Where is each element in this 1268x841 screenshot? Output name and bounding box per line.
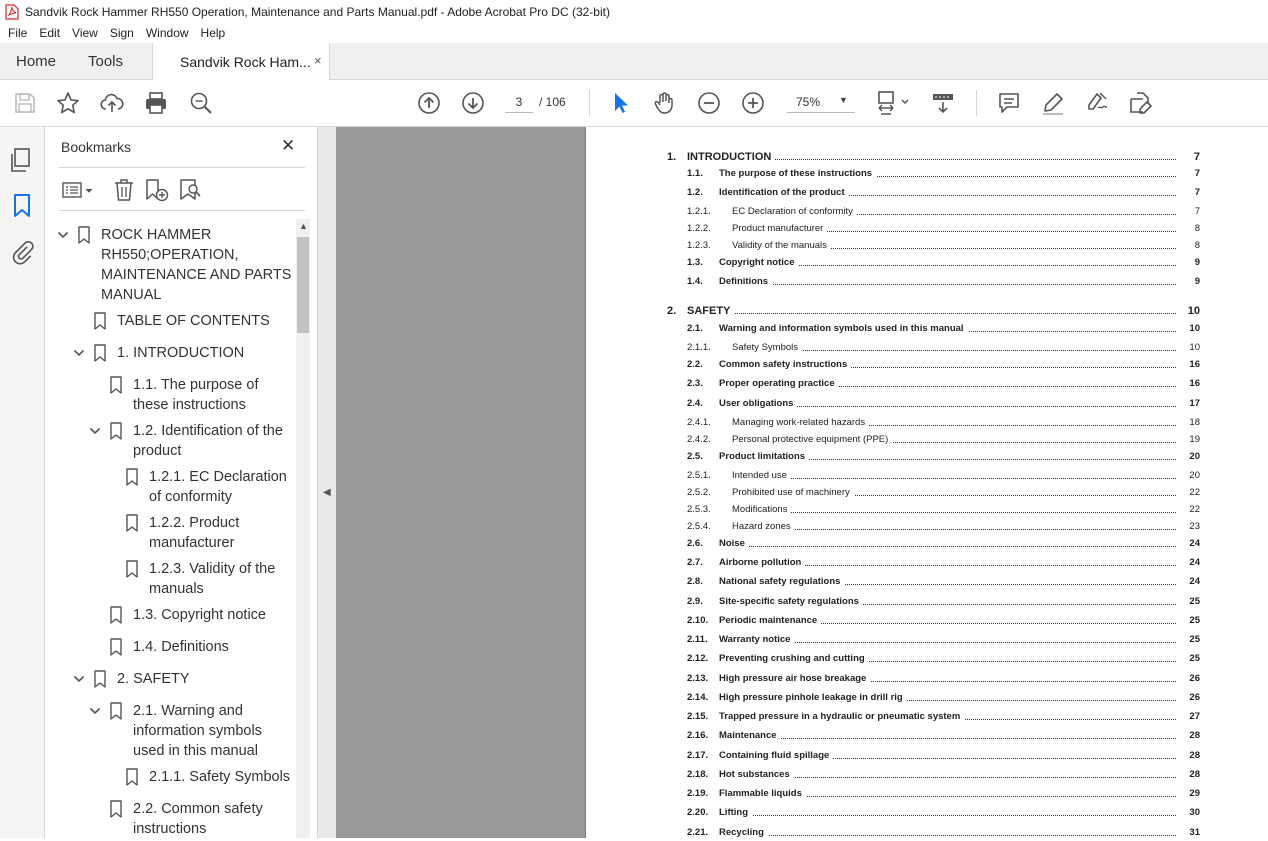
toc-entry[interactable] (586, 398, 1226, 412)
bookmark-label: 1.2.3. Validity of the (149, 561, 276, 577)
toc-entry-title: SAFETY (687, 305, 734, 317)
chevron-down-icon[interactable] (73, 343, 85, 363)
draw-pen-icon[interactable] (1085, 91, 1109, 115)
toc-entry-page: 20 (1189, 451, 1200, 462)
page-thumbnails-icon[interactable] (10, 147, 34, 173)
toc-entry-title: Prohibited use of machinery (732, 487, 854, 498)
highlight-pen-icon[interactable] (1041, 91, 1065, 115)
bookmark-icon (110, 376, 122, 394)
toc-entry-number: 2.9. (687, 596, 703, 607)
toc-entry[interactable] (586, 673, 1226, 687)
toc-entry-number: 2.4. (687, 398, 703, 409)
tab-close-icon[interactable]: × (314, 53, 322, 68)
bookmark-label: manufacturer (149, 535, 235, 551)
bookmark-icon (94, 344, 106, 362)
page-total: / 106 (539, 95, 566, 109)
toc-entry-number: 1.2.3. (687, 240, 711, 251)
toc-entry[interactable] (586, 323, 1226, 337)
toc-entry-title: Product manufacturer (732, 223, 827, 234)
toc-entry-number: 2.5.4. (687, 521, 711, 532)
toc-entry-title: Maintenance (719, 730, 781, 741)
toc-entry[interactable] (586, 342, 1226, 356)
bookmarks-title: Bookmarks (61, 139, 132, 155)
bookmark-icon (110, 702, 122, 720)
menu-file[interactable]: File (8, 26, 28, 40)
toc-entry-page: 7 (1193, 151, 1200, 163)
toc-entry-page: 16 (1189, 359, 1200, 370)
toc-leader-dots (687, 305, 1176, 314)
toc-entry-title: Preventing crushing and cutting (719, 653, 869, 664)
comment-icon[interactable] (997, 91, 1021, 115)
toc-entry-page: 25 (1189, 653, 1200, 664)
toc-entry-number: 2.2. (687, 359, 703, 370)
toc-entry[interactable] (586, 487, 1226, 501)
menu-sign[interactable]: Sign (109, 26, 134, 40)
panel-collapse-strip[interactable] (318, 127, 336, 838)
toc-entry[interactable] (586, 634, 1226, 648)
toc-entry-number: 1.2.2. (687, 223, 711, 234)
toc-entry[interactable] (586, 206, 1226, 220)
toc-entry-number: 2.7. (687, 557, 703, 568)
toc-leader-dots (732, 504, 1176, 513)
bookmark-label: 2. SAFETY (117, 671, 190, 687)
toc-entry-page: 10 (1187, 305, 1200, 317)
bookmark-item[interactable] (45, 467, 296, 507)
toc-entry-page: 23 (1189, 521, 1200, 532)
toc-entry-title: Site-specific safety regulations (719, 596, 863, 607)
toc-entry-title: High pressure pinhole leakage in drill rig (719, 692, 907, 703)
tab-home[interactable]: Home (16, 53, 57, 70)
chevron-down-icon: ▼ (839, 95, 848, 105)
toc-entry[interactable] (586, 769, 1226, 783)
toc-entry[interactable] (586, 434, 1226, 448)
menu-help[interactable]: Help (200, 26, 226, 40)
toc-entry-page: 7 (1194, 168, 1200, 179)
toc-entry-title: Containing fluid spillage (719, 750, 833, 761)
toc-entry-number: 2.16. (687, 730, 709, 741)
cloud-upload-icon[interactable] (100, 91, 124, 115)
bookmarks-panel-icon[interactable] (10, 193, 34, 219)
toc-entry-page: 8 (1194, 240, 1200, 251)
acrobat-pdf-icon (5, 4, 19, 20)
toc-entry-number: 2.15. (687, 711, 709, 722)
toc-entry-number: 2.5.2. (687, 487, 711, 498)
bookmark-item[interactable] (45, 559, 296, 599)
bookmark-label: 1.2.1. EC Declaration (149, 469, 287, 485)
toc-entry-number: 2.18. (687, 769, 709, 780)
chevron-down-icon[interactable] (73, 669, 85, 689)
bookmark-item[interactable] (45, 513, 296, 553)
bookmark-item[interactable] (45, 701, 296, 761)
bookmarks-panel (45, 127, 318, 838)
zoom-value: 75% (796, 95, 821, 109)
toc-entry-number: 2.13. (687, 673, 709, 684)
new-bookmark-icon[interactable] (144, 177, 170, 203)
bookmark-label: 1. INTRODUCTION (117, 345, 245, 361)
bookmark-item[interactable] (45, 311, 296, 331)
bookmarks-tree (45, 219, 296, 838)
toc-entry[interactable] (586, 276, 1226, 290)
toc-entry-page: 26 (1189, 673, 1200, 684)
toc-entry-page: 7 (1194, 206, 1200, 217)
toc-entry-page: 9 (1194, 276, 1200, 287)
toc-entry[interactable] (586, 557, 1226, 571)
toc-entry-number: 2.6. (687, 538, 703, 549)
toc-entry-number: 1. (667, 151, 677, 163)
toc-entry-number: 1.3. (687, 257, 703, 268)
bookmark-label: 2.1.1. Safety Symbols (149, 769, 291, 785)
toc-entry-number: 1.2.1. (687, 206, 711, 217)
bookmark-icon (94, 670, 106, 688)
toc-entry-title: Proper operating practice (719, 378, 839, 389)
tab-tools[interactable]: Tools (88, 53, 124, 70)
bookmark-item[interactable] (45, 375, 296, 415)
bookmark-label: 1.2.2. Product (149, 515, 240, 531)
bookmark-icon (126, 768, 138, 786)
print-icon[interactable] (144, 91, 168, 115)
toc-entry-title: Personal protective equipment (PPE) (732, 434, 892, 445)
main-toolbar (0, 80, 1268, 127)
toc-entry-number: 1.4. (687, 276, 703, 287)
scrollbar-thumb[interactable] (297, 237, 309, 333)
toc-entry[interactable] (586, 151, 1226, 165)
toc-entry-number: 2.5.3. (687, 504, 711, 515)
bookmark-icon (126, 468, 138, 486)
toc-entry-page: 30 (1189, 807, 1200, 818)
bookmarks-toolbar (59, 175, 305, 205)
bookmark-label: MAINTENANCE AND PARTS (101, 267, 292, 283)
toc-entry[interactable] (586, 692, 1226, 706)
toc-entry-page: 24 (1189, 576, 1200, 587)
toc-entry-page: 26 (1189, 692, 1200, 703)
select-cursor-icon[interactable] (608, 91, 632, 115)
toc-entry[interactable] (586, 788, 1226, 802)
tab-document[interactable] (152, 43, 330, 80)
close-icon[interactable]: ✕ (281, 136, 296, 155)
divider (59, 210, 305, 211)
toc-entry[interactable] (586, 417, 1226, 431)
stamp-edit-icon[interactable] (1129, 91, 1153, 115)
toc-entry-number: 2.4.2. (687, 434, 711, 445)
toc-entry[interactable] (586, 359, 1226, 373)
bookmark-label: these instructions (133, 397, 246, 413)
toc-entry[interactable] (586, 521, 1226, 535)
bookmark-label: MANUAL (101, 287, 162, 303)
toc-leader-dots (732, 521, 1176, 530)
zoom-out-icon[interactable] (697, 91, 721, 115)
toc-entry-title: Validity of the manuals (732, 240, 831, 251)
scroll-mode-icon[interactable] (931, 91, 955, 115)
document-view[interactable] (318, 127, 1268, 838)
bookmark-icon (110, 606, 122, 624)
star-icon[interactable] (56, 91, 80, 115)
toc-entry-title: National safety regulations (719, 576, 844, 587)
bookmark-icon (126, 514, 138, 532)
toc-entry-page: 22 (1189, 487, 1200, 498)
bookmark-label: 1.3. Copyright notice (133, 607, 266, 623)
window-title-bar (0, 0, 1268, 23)
bookmark-label: 2.2. Common safety (133, 801, 263, 817)
find-bookmark-icon[interactable] (178, 177, 204, 203)
toc-entry-title: Noise (719, 538, 749, 549)
chevron-down-icon[interactable] (89, 701, 101, 721)
bookmark-item[interactable] (45, 225, 296, 305)
bookmark-item[interactable] (45, 637, 296, 657)
bookmark-options-icon[interactable] (61, 177, 95, 203)
toc-entry-title: INTRODUCTION (687, 151, 775, 163)
toc-entry-title: The purpose of these instructions (719, 168, 876, 179)
toc-entry-page: 29 (1189, 788, 1200, 799)
toc-entry-page: 31 (1189, 827, 1200, 838)
toc-entry-page: 28 (1189, 769, 1200, 780)
chevron-down-icon[interactable] (57, 225, 69, 245)
toc-entry[interactable] (586, 750, 1226, 764)
toc-entry-page: 28 (1189, 730, 1200, 741)
next-page-icon[interactable] (461, 91, 485, 115)
toc-entry[interactable] (586, 187, 1226, 201)
toc-entry[interactable] (586, 653, 1226, 667)
bookmark-label: product (133, 443, 182, 459)
navigation-rail (0, 127, 45, 838)
bookmark-item[interactable] (45, 421, 296, 461)
toc-entry-page: 17 (1189, 398, 1200, 409)
bookmark-label: information symbols (133, 723, 262, 739)
toc-entry-number: 2.17. (687, 750, 709, 761)
tab-bar (0, 43, 1268, 80)
toc-entry[interactable] (586, 451, 1226, 465)
bookmark-item[interactable] (45, 799, 296, 838)
toc-entry-page: 19 (1189, 434, 1200, 445)
bookmark-item[interactable] (45, 767, 296, 787)
tab-document-label: Sandvik Rock Ham... (180, 54, 311, 70)
zoom-in-icon[interactable] (741, 91, 765, 115)
save-icon[interactable] (13, 91, 37, 115)
toc-entry-page: 10 (1189, 323, 1200, 334)
bookmark-label: 1.2. Identification of the (133, 423, 283, 439)
toc-entry-title: Modifications (732, 504, 791, 515)
toc-entry[interactable] (586, 711, 1226, 725)
toc-entry-page: 25 (1189, 596, 1200, 607)
toc-entry-page: 22 (1189, 504, 1200, 515)
bookmark-label: ROCK HAMMER (101, 227, 212, 243)
chevron-down-icon[interactable] (89, 421, 101, 441)
toc-entry-page: 24 (1189, 557, 1200, 568)
toc-entry[interactable] (586, 504, 1226, 518)
toc-entry-page: 18 (1189, 417, 1200, 428)
toc-entry-page: 9 (1194, 257, 1200, 268)
toolbar-divider (976, 90, 977, 116)
toc-entry-page: 7 (1194, 187, 1200, 198)
toc-entry-number: 2. (667, 305, 677, 317)
toc-entry-page: 27 (1189, 711, 1200, 722)
toc-entry-number: 2.21. (687, 827, 709, 838)
menu-window[interactable]: Window (145, 26, 189, 40)
toc-entry-number: 2.1. (687, 323, 703, 334)
window-title: Sandvik Rock Hammer RH550 Operation, Maintenance and Parts Manual.pdf - Adobe Acrobat Pro DC (32-bit) (25, 4, 610, 19)
bookmark-item[interactable] (45, 605, 296, 625)
toc-entry-title: Trapped pressure in a hydraulic or pneumatic system (719, 711, 964, 722)
toc-entry[interactable] (586, 596, 1226, 610)
toc-entry-page: 24 (1189, 538, 1200, 549)
toc-entry[interactable] (586, 223, 1226, 237)
toc-entry-title: Flammable liquids (719, 788, 806, 799)
toc-leader-dots (732, 470, 1176, 479)
toc-leader-dots (719, 807, 1176, 816)
previous-page-icon[interactable] (417, 91, 441, 115)
bookmark-label: instructions (133, 821, 207, 837)
bookmark-icon (94, 312, 106, 330)
toc-entry-number: 1.1. (687, 168, 703, 179)
menu-bar (0, 23, 1268, 43)
bookmark-item[interactable] (45, 343, 296, 363)
toc-entry-page: 28 (1189, 750, 1200, 761)
toc-entry-title: Definitions (719, 276, 772, 287)
attachments-paperclip-icon[interactable] (10, 239, 34, 265)
bookmark-label: of conformity (149, 489, 232, 505)
toc-entry-number: 2.4.1. (687, 417, 711, 428)
toc-entry-title: High pressure air hose breakage (719, 673, 870, 684)
toc-entry-number: 2.19. (687, 788, 709, 799)
bookmark-item[interactable] (45, 669, 296, 689)
toc-entry-number: 2.11. (687, 634, 708, 645)
toc-entry[interactable] (586, 305, 1226, 319)
bookmark-label: 1.1. The purpose of (133, 377, 259, 393)
previous-page-preview (336, 127, 585, 838)
bookmark-label: manuals (149, 581, 204, 597)
toc-entry-title: Recycling (719, 827, 768, 838)
toc-entry-title: Identification of the product (719, 187, 849, 198)
toc-entry-title: Warranty notice (719, 634, 794, 645)
toc-entry-title: Hot substances (719, 769, 794, 780)
toc-entry-title: Safety Symbols (732, 342, 802, 353)
bookmark-icon (126, 560, 138, 578)
bookmark-label: TABLE OF CONTENTS (117, 313, 270, 329)
toolbar-divider (589, 90, 590, 116)
collapse-arrow-icon[interactable]: ◀ (323, 487, 331, 498)
toc-entry-title: Lifting (719, 807, 752, 818)
bookmark-label: RH550;OPERATION, (101, 247, 239, 263)
toc-entry-title: EC Declaration of conformity (732, 206, 857, 217)
menu-edit[interactable]: Edit (39, 26, 61, 40)
bookmark-icon (110, 800, 122, 818)
toc-entry[interactable] (586, 827, 1226, 841)
bookmarks-scrollbar[interactable] (296, 219, 310, 838)
toc-leader-dots (719, 538, 1176, 547)
toc-entry-title: Hazard zones (732, 521, 795, 532)
toc-entry-title: User obligations (719, 398, 797, 409)
bookmark-icon (110, 422, 122, 440)
divider (59, 167, 305, 168)
toc-entry[interactable] (586, 470, 1226, 484)
toc-entry-page: 20 (1189, 470, 1200, 481)
toc-entry[interactable] (586, 240, 1226, 254)
toc-entry-title: Warning and information symbols used in this manual (719, 323, 968, 334)
toc-entry-number: 2.20. (687, 807, 709, 818)
toc-entry-number: 2.1.1. (687, 342, 711, 353)
toc-leader-dots (719, 276, 1176, 285)
toc-entry[interactable] (586, 257, 1226, 271)
toc-entry[interactable] (586, 576, 1226, 590)
page-number-input[interactable] (505, 91, 533, 113)
toc-entry[interactable] (586, 615, 1226, 629)
toc-leader-dots (719, 730, 1176, 739)
hand-tool-icon[interactable] (652, 91, 676, 115)
toc-leader-dots (719, 827, 1176, 836)
delete-bookmark-icon[interactable] (111, 177, 137, 203)
toc-entry-page: 25 (1189, 615, 1200, 626)
toc-entry-title: Managing work-related hazards (732, 417, 869, 428)
toc-entry[interactable] (586, 807, 1226, 821)
bookmark-label: used in this manual (133, 743, 258, 759)
bookmark-label: 2.1. Warning and (133, 703, 243, 719)
toc-entry[interactable] (586, 730, 1226, 744)
search-zoom-icon[interactable] (189, 91, 213, 115)
toc-entry-page: 10 (1189, 342, 1200, 353)
table-of-contents-page (586, 127, 1268, 838)
toc-entry-number: 2.12. (687, 653, 709, 664)
toc-entry-title: Intended use (732, 470, 791, 481)
menu-view[interactable]: View (72, 26, 98, 40)
toc-entry-title: Airborne pollution (719, 557, 805, 568)
toc-entry-number: 2.5.1. (687, 470, 711, 481)
zoom-level-dropdown[interactable] (787, 91, 855, 113)
toc-entry-number: 2.3. (687, 378, 703, 389)
scroll-up-arrow-icon[interactable]: ▲ (299, 221, 308, 231)
toc-entry-number: 1.2. (687, 187, 703, 198)
toc-entry-title: Periodic maintenance (719, 615, 821, 626)
toc-entry[interactable] (586, 378, 1226, 392)
bookmark-icon (110, 638, 122, 656)
toc-entry[interactable] (586, 538, 1226, 552)
toc-entry-page: 25 (1189, 634, 1200, 645)
toc-entry-number: 2.8. (687, 576, 703, 587)
toc-entry[interactable] (586, 168, 1226, 182)
toc-entry-number: 2.10. (687, 615, 709, 626)
page-fit-icon[interactable] (876, 91, 912, 115)
toc-entry-number: 2.14. (687, 692, 709, 703)
toc-entry-title: Common safety instructions (719, 359, 851, 370)
toc-entry-page: 16 (1189, 378, 1200, 389)
toc-entry-title: Copyright notice (719, 257, 798, 268)
toc-entry-title: Product limitations (719, 451, 809, 462)
bookmark-label: 1.4. Definitions (133, 639, 229, 655)
toc-entry-page: 8 (1194, 223, 1200, 234)
toc-entry-number: 2.5. (687, 451, 703, 462)
bookmark-icon (78, 226, 90, 244)
